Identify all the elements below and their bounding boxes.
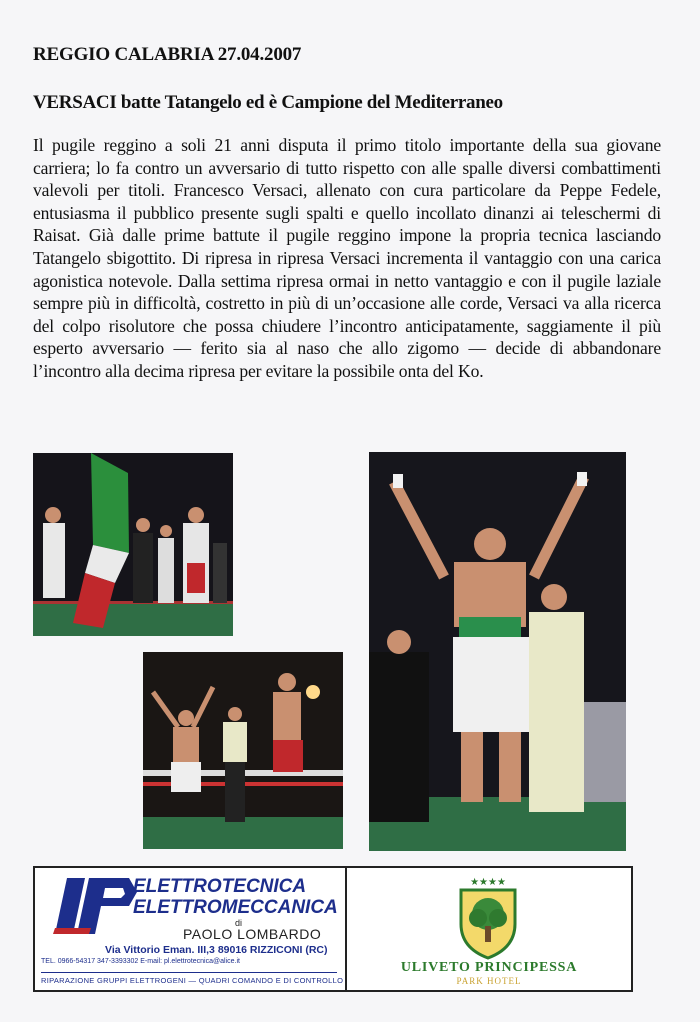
- svg-text:★★★★: ★★★★: [470, 877, 506, 888]
- article-body: Il pugile reggino a soli 21 anni disputa il primo titolo importante della sua giovane carriera; lo fa contro un avversario di tutto rispetto con alle spalle diversi combattimenti valevoli per titoli. Francesco Versaci, allenato con cura particolare da Peppe Fedele, entusiasma il pubblico presente sugli spalti e quello incollato dinanzi ai teleschermi di Raisat. Già dalle prime battute il pugile reggino impone la propria tecnica lasciando Tatangelo sbigottito. Di ripresa in ripresa Versaci incrementa il vantaggio con una carica agonistica notevole. Dalla settima ripresa ormai in netto vantaggio e con il pugile laziale sempre più in difficoltà, costretto in più di un’occasione alle corde, Versaci va alla ricerca del colpo risolutore che possa chiudere l’incontro anticipatamente, saggiamente il più esperto avversario — ferito sia al naso che allo zigomo — decide di abbandonare l’incontro alla decima ripresa per evitare la possibile onta del Ko.: [33, 135, 661, 381]
- hotel-subtitle: PARK HOTEL: [456, 976, 522, 986]
- elettrotecnica-ad: [35, 868, 347, 990]
- hotel-name: ULIVETO PRINCIPESSA: [400, 960, 578, 975]
- ad-owner-name: PAOLO LOMBARDO: [183, 926, 322, 942]
- ad-line1: ELETTROTECNICA: [133, 876, 307, 897]
- advertisement-box: [33, 866, 633, 992]
- date-line: REGGIO CALABRIA 27.04.2007: [33, 44, 302, 65]
- ad-line2: ELETTROMECCANICA: [133, 897, 338, 918]
- lp-logo-icon: [49, 874, 139, 938]
- article-title: VERSACI batte Tatangelo ed è Campione del Mediterraneo: [33, 92, 503, 113]
- ad-services: RIPARAZIONE GRUPPI ELETTROGENI — QUADRI COMANDO E DI CONTROLLO: [41, 976, 344, 985]
- ad-address: Via Vittorio Eman. III,3 89016 RIZZICONI (RC): [105, 944, 328, 956]
- flag-ceremony-photo: [33, 453, 233, 636]
- ad-di: di: [235, 918, 243, 928]
- uliveto-ad: [347, 868, 631, 990]
- ad-divider: [41, 972, 337, 973]
- champion-celebration-photo: [369, 452, 626, 851]
- olive-tree-crest-icon: [453, 874, 523, 960]
- referee-raising-hand-photo: [143, 652, 343, 849]
- ad-contacts: TEL. 0966-54317 347-3393302 E-mail: pl.elettrotecnica@alice.it: [41, 958, 240, 965]
